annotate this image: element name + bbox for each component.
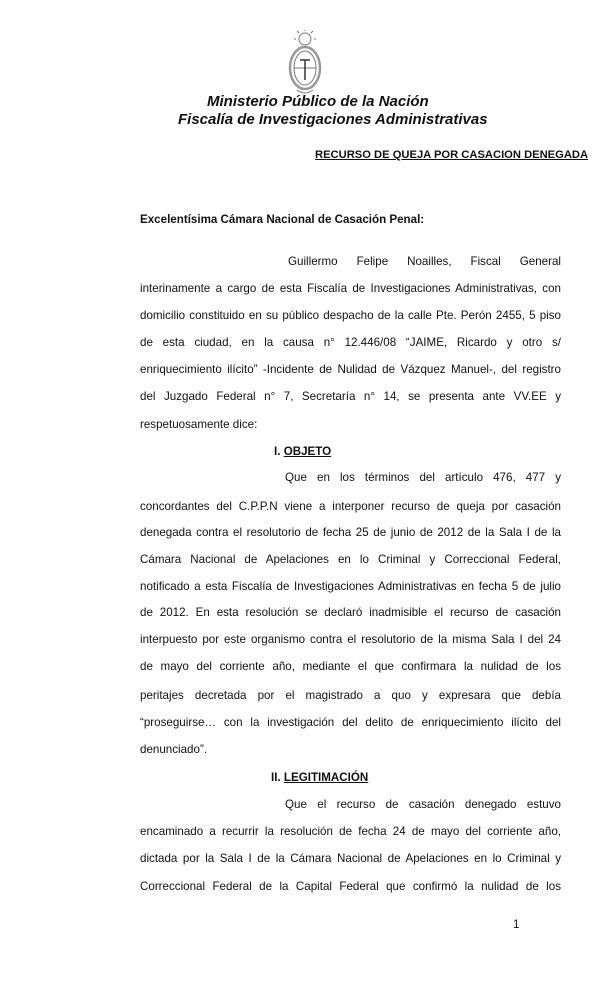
paragraph-line: Cámara Nacional de Apelaciones en lo Criminal y Correccional Federal, xyxy=(140,553,561,566)
paragraph-line: respetuosamente dice: xyxy=(140,418,258,431)
paragraph-line: domicilio constituido en su público despacho de la calle Pte. Perón 2455, 5 piso xyxy=(140,309,561,322)
paragraph-line: encaminado a recurrir la resolución de fecha 24 de mayo del corriente año, xyxy=(140,825,561,838)
paragraph-line: notificado a esta Fiscalía de Investigaciones Administrativas en fecha 5 de julio xyxy=(140,580,561,593)
paragraph-line: dictada por la Sala I de la Cámara Nacional de Apelaciones en lo Criminal y xyxy=(140,852,561,865)
page-number: 1 xyxy=(513,918,520,931)
paragraph-line: “proseguirse… con la investigación del delito de enriquecimiento ilícito del xyxy=(140,716,561,729)
section-title: LEGITIMACIÓN xyxy=(283,771,369,784)
paragraph-line: de esta ciudad, en la causa n° 12.446/08 “JAIME, Ricardo y otro s/ xyxy=(140,336,561,349)
section-heading-objeto xyxy=(274,445,331,459)
paragraph-line: de 2012. En esta resolución se declaró inadmisible el recurso de casación xyxy=(140,606,561,619)
paragraph-line: denegada contra el resolutorio de fecha 25 de junio de 2012 de la Sala I de la xyxy=(140,526,561,539)
paragraph-line: Que en los términos del artículo 476, 477 y xyxy=(285,471,561,484)
coat-of-arms-emblem xyxy=(283,30,327,98)
paragraph-line: del Juzgado Federal n° 7, Secretaría n° 14, se presenta ante VV.EE y xyxy=(140,390,561,403)
paragraph-line: interinamente a cargo de esta Fiscalía de Investigaciones Administrativas, con xyxy=(140,282,561,295)
paragraph-line: interpuesto por este organismo contra el resolutorio de la misma Sala I del 24 xyxy=(140,633,561,646)
section-number: I. xyxy=(274,445,281,458)
section-number: II. xyxy=(271,771,281,784)
paragraph-line: Guillermo Felipe Noailles, Fiscal General xyxy=(288,255,561,268)
paragraph-line: de mayo del corriente año, mediante el que confirmara la nulidad de los xyxy=(140,660,561,673)
paragraph-line: Correccional Federal de la Capital Federal que confirmó la nulidad de los xyxy=(140,880,561,893)
document-title: RECURSO DE QUEJA POR CASACION DENEGADA xyxy=(315,149,589,161)
section-title: OBJETO xyxy=(283,445,332,458)
paragraph-line: Que el recurso de casación denegado estuvo xyxy=(285,798,561,811)
paragraph-line: denunciado”. xyxy=(140,743,208,756)
paragraph-line: concordantes del C.P.P.N viene a interponer recurso de queja por casación xyxy=(140,500,561,513)
institution-subname: Fiscalía de Investigaciones Administrativas xyxy=(178,111,488,128)
paragraph-line: peritajes decretada por el magistrado a quo y expresara que debía xyxy=(140,689,561,702)
institution-name: Ministerio Público de la Nación xyxy=(207,93,429,110)
salutation: Excelentísima Cámara Nacional de Casación Penal: xyxy=(140,213,425,226)
section-heading-legitimacion xyxy=(271,771,368,785)
paragraph-line: enriquecimiento ilícito” -Incidente de Nulidad de Vázquez Manuel-, del registro xyxy=(140,363,561,376)
